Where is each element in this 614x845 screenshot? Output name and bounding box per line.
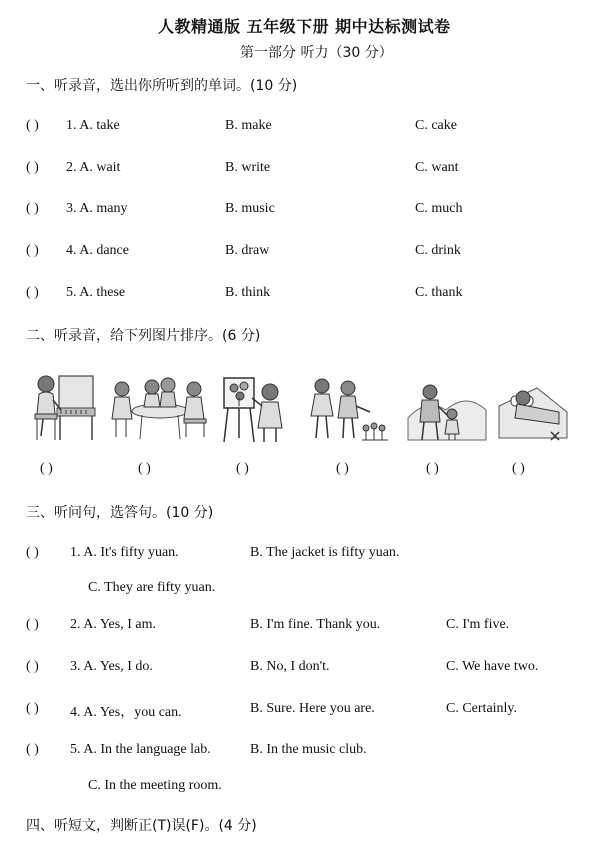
answer-blank[interactable]: ( ) (26, 659, 39, 674)
option-c: C. drink (415, 243, 461, 258)
answer-blank[interactable]: ( ) (26, 701, 39, 716)
picture-blank[interactable]: ( ) (336, 461, 349, 476)
option-c: C. They are fifty yuan. (88, 580, 216, 595)
girl-playing-piano-icon (33, 370, 97, 442)
option-a: 2. A. Yes, I am. (70, 617, 156, 632)
option-b: B. Sure. Here you are. (250, 701, 375, 716)
option-c: C. want (415, 160, 459, 175)
option-a: 2. A. wait (66, 160, 121, 175)
option-c: C. cake (415, 118, 457, 133)
option-b: B. The jacket is fifty yuan. (250, 545, 400, 560)
option-b: B. draw (225, 243, 270, 258)
page-title: 人教精通版 五年级下册 期中达标测试卷 (158, 17, 451, 36)
option-c: C. I'm five. (446, 617, 510, 632)
answer-blank[interactable]: ( ) (26, 545, 39, 560)
man-with-child-park-icon (406, 380, 488, 442)
option-b: B. In the music club. (250, 742, 367, 757)
answer-blank[interactable]: ( ) (26, 617, 39, 632)
option-c: C. thank (415, 285, 463, 300)
option-a: 1. A. It's fifty yuan. (70, 545, 179, 560)
option-c: C. Certainly. (446, 701, 518, 716)
picture-blank[interactable]: ( ) (236, 461, 249, 476)
option-a: 1. A. take (66, 118, 120, 133)
option-c: C. much (415, 201, 463, 216)
children-watering-flowers-icon (306, 376, 392, 444)
option-b: B. music (225, 201, 275, 216)
answer-blank[interactable]: ( ) (26, 285, 39, 300)
answer-blank[interactable]: ( ) (26, 160, 39, 175)
picture-blank[interactable]: ( ) (40, 461, 53, 476)
option-b: B. No, I don't. (250, 659, 330, 674)
section-heading-4: 四、听短文，判断正(T)误(F)。(4 分) (26, 818, 257, 834)
answer-blank[interactable]: ( ) (26, 742, 39, 757)
answer-blank[interactable]: ( ) (26, 243, 39, 258)
children-at-table-icon (110, 375, 208, 443)
option-c: C. In the meeting room. (88, 778, 222, 793)
option-a: 3. A. Yes, I do. (70, 659, 153, 674)
picture-blank[interactable]: ( ) (138, 461, 151, 476)
option-b: B. I'm fine. Thank you. (250, 617, 381, 632)
section-heading-2: 二、听录音，给下列图片排序。(6 分) (26, 328, 261, 344)
picture-blank[interactable]: ( ) (426, 461, 439, 476)
answer-blank[interactable]: ( ) (26, 201, 39, 216)
option-a: 4. A. Yes，you can. (70, 705, 182, 720)
section-heading-3: 三、听问句，选答句。(10 分) (26, 505, 214, 521)
page-subtitle: 第一部分 听力（30 分） (240, 45, 393, 61)
girl-sleeping-bed-icon (497, 382, 569, 448)
option-a: 5. A. these (66, 285, 126, 300)
picture-blank[interactable]: ( ) (512, 461, 525, 476)
option-a: 3. A. many (66, 201, 128, 216)
girl-painting-easel-icon (220, 372, 288, 444)
option-a: 5. A. In the language lab. (70, 742, 211, 757)
option-b: B. think (225, 285, 271, 300)
answer-blank[interactable]: ( ) (26, 118, 39, 133)
option-a: 4. A. dance (66, 243, 129, 258)
section-heading-1: 一、听录音，选出你所听到的单词。(10 分) (26, 78, 298, 94)
option-b: B. make (225, 118, 272, 133)
option-c: C. We have two. (446, 659, 539, 674)
option-b: B. write (225, 160, 271, 175)
